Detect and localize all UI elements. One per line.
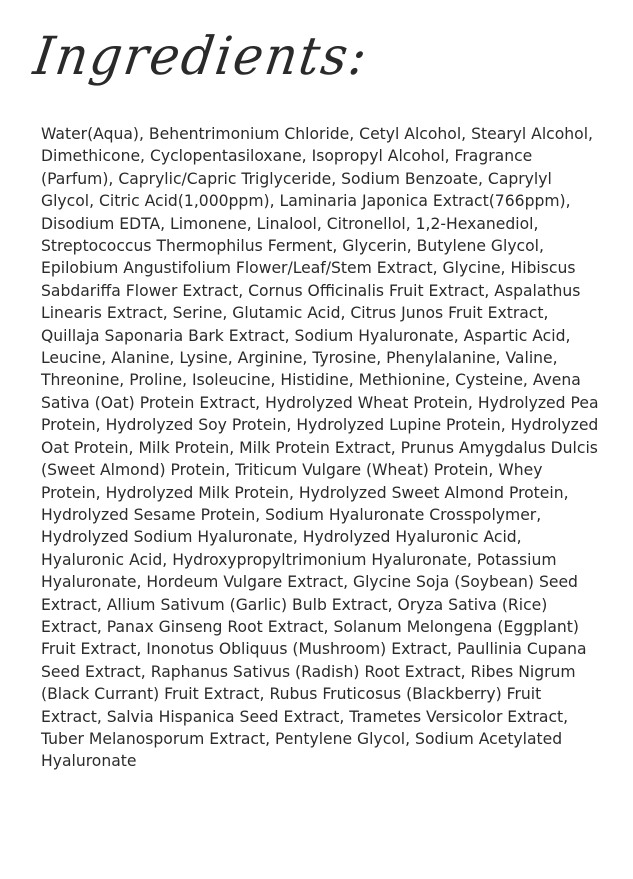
ingredients-heading: Ingredients: xyxy=(30,25,373,87)
ingredients-list-text: Water(Aqua), Behentrimonium Chloride, Cetyl Alcohol, Stearyl Alcohol, Dimethicone, Cyclopentasiloxane, Isopropyl Alcohol, Fragrance (Parfum), Caprylic/Capric Triglyceride, Sodium Benzoate, Caprylyl Glycol, Citric Acid(1,000ppm), Laminaria Japonica Extract(766ppm), Disodium EDTA, Limonene, Linalool, Citronellol, 1,2-Hexanediol, Streptococcus Thermophilus Ferment, Glycerin, Butylene Glycol, Epilobium Angustifolium Flower/Leaf/Stem Extract, Glycine, Hibiscus Sabdariffa Flower Extract, Cornus Officinalis Fruit Extract, Aspalathus Linearis Extract, Serine, Glutamic Acid, Citrus Junos Fruit Extract, Quillaja Saponaria Bark Extract, Sodium Hyaluronate, Aspartic Acid, Leucine, Alanine, Lysine, Arginine, Tyrosine, Phenylalanine, Valine, Threonine, Proline, Isoleucine, Histidine, Methionine, Cysteine, Avena Sativa (Oat) Protein Extract, Hydrolyzed Wheat Protein, Hydrolyzed Pea Protein, Hydrolyzed Soy Protein, Hydrolyzed Lupine Protein, Hydrolyzed Oat Protein, Milk Protein, Milk Protein Extract, Prunus Amygdalus Dulcis (Sweet Almond) Protein, Triticum Vulgare (Wheat) Protein, Whey Protein, Hydrolyzed Milk Protein, Hydrolyzed Sweet Almond Protein, Hydrolyzed Sesame Protein, Sodium Hyaluronate Crosspolymer, Hydrolyzed Sodium Hyaluronate, Hydrolyzed Hyaluronic Acid, Hyaluronic Acid, Hydroxypropyltrimonium Hyaluronate, Potassium Hyaluronate, Hordeum Vulgare Extract, Glycine Soja (Soybean) Seed Extract, Allium Sativum (Garlic) Bulb Extract, Oryza Sativa (Rice) Extract, Panax Ginseng Root Extract, Solanum Melongena (Eggplant) Fruit Extract, Inonotus Obliquus (Mushroom) Extract, Paullinia Cupana Seed Extract, Raphanus Sativus (Radish) Root Extract, Ribes Nigrum (Black Currant) Fruit Extract, Rubus Fruticosus (Blackberry) Fruit Extract, Salvia Hispanica Seed Extract, Trametes Versicolor Extract, Tuber Melanosporum Extract, Pentylene Glycol, Sodium Acetylated Hyaluronate xyxy=(41,125,599,771)
